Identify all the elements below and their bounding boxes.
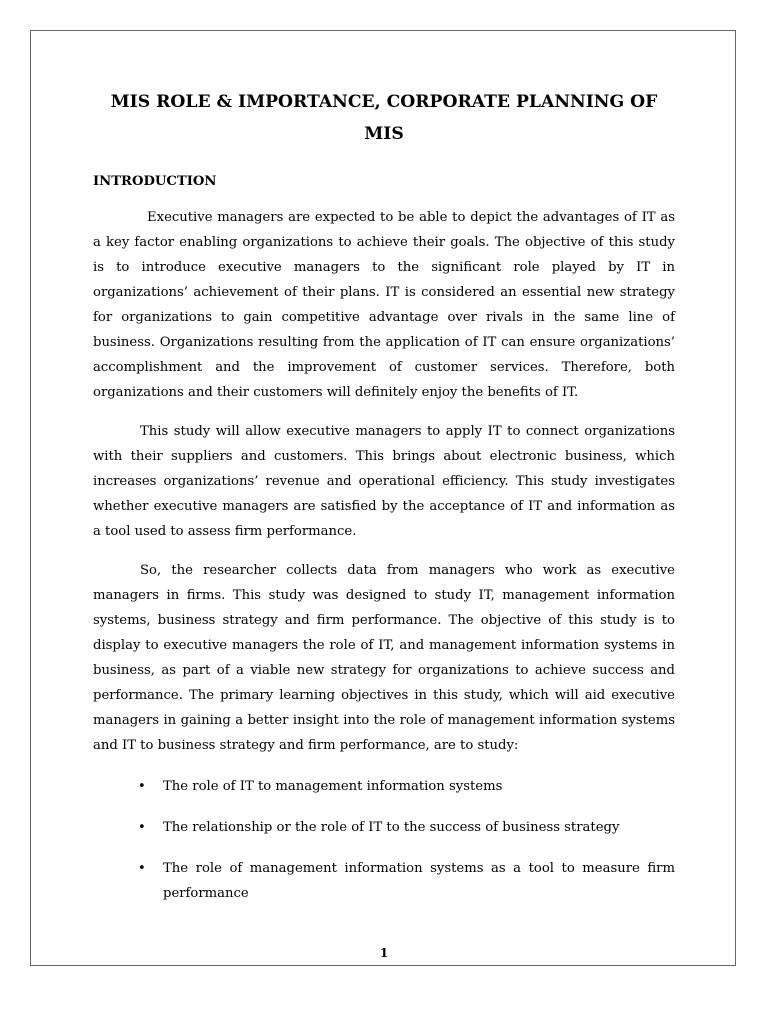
bullet-icon: • <box>138 779 146 794</box>
paragraph-1: Executive managers are expected to be able to depict the advantages of IT as a key factor enabling organizations to achieve their goals. The objective of this study is to introduce executive managers to the significant role played by IT in organizations’ achievement of their plans. IT is considered an essential new strategy for organizations to gain competitive advantage over rivals in the same line of business. Organizations resulting from the application of IT can ensure organizations’ accomplishment and the improvement of customer services. Therefore, both organizations and their customers will definitely enjoy the benefits of IT. <box>93 210 675 400</box>
list-item <box>93 815 675 840</box>
list-item <box>93 774 675 799</box>
document-body <box>93 86 675 922</box>
list-item-text: The role of management information systems as a tool to measure firm performance <box>163 861 675 901</box>
paragraph-2: This study will allow executive managers to apply IT to connect organizations with their suppliers and customers. This brings about electronic business, which increases organizations’ revenue and operational efficiency. This study investigates whether executive managers are satisfied by the acceptance of IT and information as a tool used to assess firm performance. <box>93 424 675 539</box>
page-number: 1 <box>379 946 389 960</box>
bullet-icon: • <box>138 820 146 835</box>
list-item-text: The role of IT to management information systems <box>163 779 503 794</box>
bullet-icon: • <box>138 861 146 876</box>
objectives-list <box>93 774 675 906</box>
list-item-text: The relationship or the role of IT to the success of business strategy <box>163 820 620 835</box>
paragraph-3: So, the researcher collects data from managers who work as executive managers in firms. This study was designed to study IT, management information systems, business strategy and firm performance. The objective of this study is to display to executive managers the role of IT, and management information systems in business, as part of a viable new strategy for organizations to achieve success and performance. The primary learning objectives in this study, which will aid executive managers in gaining a better insight into the role of management information systems and IT to business strategy and firm performance, are to study: <box>93 563 675 753</box>
list-item <box>93 856 675 906</box>
document-title: MIS ROLE & IMPORTANCE, CORPORATE PLANNING OF MIS <box>110 92 658 144</box>
section-heading-introduction: INTRODUCTION <box>93 174 217 189</box>
